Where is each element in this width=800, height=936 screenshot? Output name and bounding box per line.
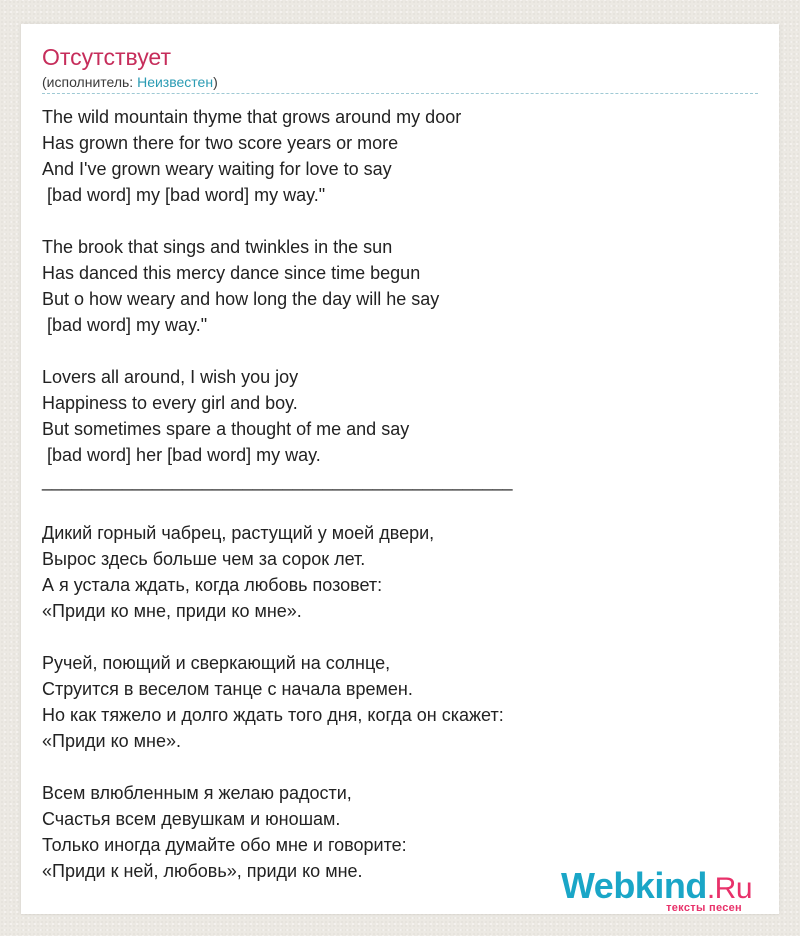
lyric-line: Ручей, поющий и сверкающий на солнце, <box>42 653 391 673</box>
lyric-line: «Приди ко мне». <box>42 731 181 751</box>
artist-link[interactable]: Неизвестен <box>137 74 214 90</box>
lyric-line: Has danced this mercy dance since time begun <box>42 263 421 283</box>
lyric-line: Только иногда думайте обо мне и говорите: <box>42 835 407 855</box>
header-divider <box>42 93 758 94</box>
lyric-line <box>42 338 758 364</box>
lyrics-text <box>42 104 758 884</box>
logo-main-text: Webkind <box>560 865 707 906</box>
artist-prefix: (исполнитель: <box>42 74 138 90</box>
lyric-line: But sometimes spare a thought of me and say <box>42 419 410 439</box>
lyric-line: But o how weary and how long the day will he say <box>42 289 440 309</box>
artist-suffix: ) <box>213 74 218 90</box>
logo-tagline: тексты песен <box>666 902 742 914</box>
lyric-line <box>42 624 758 650</box>
lyric-line: А я устала ждать, когда любовь позовет: <box>42 575 383 595</box>
lyric-line: Happiness to every girl and boy. <box>42 393 298 413</box>
lyric-line: Has grown there for two score years or more <box>42 133 399 153</box>
lyric-line: [bad word] her [bad word] my way. <box>42 445 321 465</box>
lyric-line: [bad word] my way." <box>42 315 208 335</box>
lyric-line: Всем влюбленным я желаю радости, <box>42 783 352 803</box>
site-logo[interactable] <box>560 865 752 914</box>
lyric-line <box>42 494 758 520</box>
lyric-line: «Приди ко мне, приди ко мне». <box>42 601 302 621</box>
lyric-line: _______________________________________________ <box>42 471 513 491</box>
logo-tld: .Ru <box>706 872 752 905</box>
lyric-line: [bad word] my [bad word] my way." <box>42 185 326 205</box>
lyric-line: Вырос здесь больше чем за сорок лет. <box>42 549 366 569</box>
lyric-line: Струится в веселом танце с начала времен. <box>42 679 413 699</box>
lyric-line: Lovers all around, I wish you joy <box>42 367 299 387</box>
artist-line <box>42 73 218 91</box>
lyric-line: Счастья всем девушкам и юношам. <box>42 809 341 829</box>
lyric-line: Но как тяжело и долго ждать того дня, когда он скажет: <box>42 705 504 725</box>
lyric-line: Дикий горный чабрец, растущий у моей двери, <box>42 523 435 543</box>
song-title: Отсутствует <box>42 44 171 70</box>
lyric-line: «Приди к ней, любовь», приди ко мне. <box>42 861 363 881</box>
lyric-line: The wild mountain thyme that grows around my door <box>42 107 462 127</box>
lyrics-card <box>21 24 779 914</box>
lyric-line: The brook that sings and twinkles in the sun <box>42 237 393 257</box>
lyric-line <box>42 208 758 234</box>
lyric-line <box>42 754 758 780</box>
lyric-line: And I've grown weary waiting for love to say <box>42 159 392 179</box>
